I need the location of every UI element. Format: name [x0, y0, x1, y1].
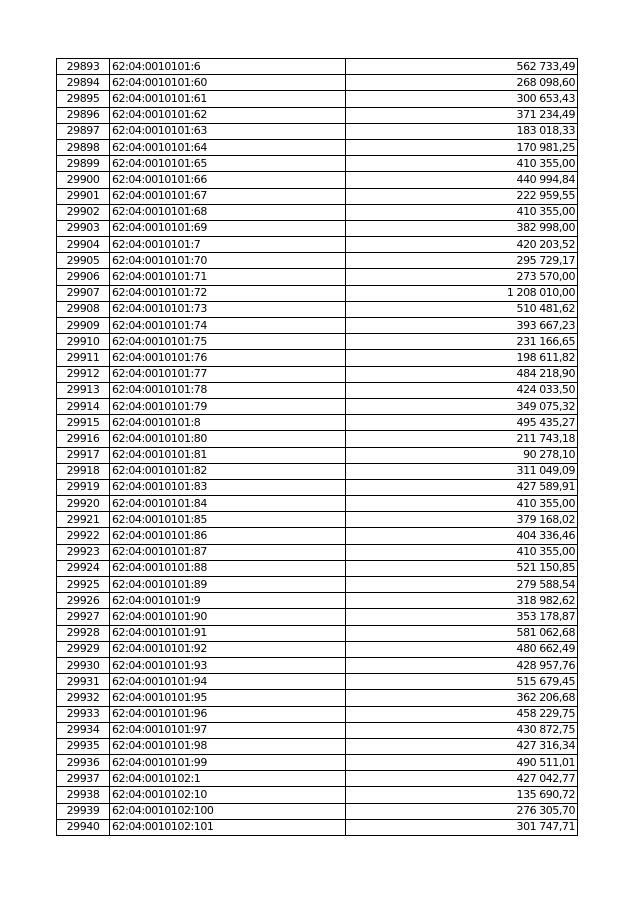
table-body	[57, 59, 578, 836]
table-row	[57, 398, 578, 414]
table-row	[57, 301, 578, 317]
row-number-cell: 29925	[57, 577, 110, 593]
cadastral-value-cell: 427 316,34	[346, 738, 578, 754]
table-row	[57, 577, 578, 593]
row-number-cell: 29917	[57, 447, 110, 463]
cadastral-number-cell: 62:04:0010101:60	[110, 75, 346, 91]
cadastral-value-cell: 424 033,50	[346, 382, 578, 398]
cadastral-number-cell: 62:04:0010101:84	[110, 496, 346, 512]
table-row	[57, 59, 578, 75]
row-number-cell: 29910	[57, 334, 110, 350]
row-number-cell: 29918	[57, 463, 110, 479]
cadastral-value-cell: 311 049,09	[346, 463, 578, 479]
cadastral-value-cell: 404 336,46	[346, 528, 578, 544]
table-row	[57, 431, 578, 447]
cadastral-number-cell: 62:04:0010101:75	[110, 334, 346, 350]
table-row	[57, 706, 578, 722]
cadastral-number-cell: 62:04:0010101:63	[110, 123, 346, 139]
cadastral-number-cell: 62:04:0010101:76	[110, 350, 346, 366]
cadastral-number-cell: 62:04:0010101:80	[110, 431, 346, 447]
table-row	[57, 285, 578, 301]
cadastral-number-cell: 62:04:0010101:90	[110, 609, 346, 625]
cadastral-number-cell: 62:04:0010101:95	[110, 690, 346, 706]
table-row	[57, 188, 578, 204]
cadastral-number-cell: 62:04:0010101:91	[110, 625, 346, 641]
cadastral-value-cell: 510 481,62	[346, 301, 578, 317]
row-number-cell: 29901	[57, 188, 110, 204]
table-row	[57, 156, 578, 172]
row-number-cell: 29935	[57, 738, 110, 754]
table-row	[57, 75, 578, 91]
row-number-cell: 29911	[57, 350, 110, 366]
cadastral-number-cell: 62:04:0010101:68	[110, 204, 346, 220]
cadastral-value-cell: 379 168,02	[346, 512, 578, 528]
table-row	[57, 350, 578, 366]
cadastral-number-cell: 62:04:0010101:8	[110, 415, 346, 431]
cadastral-number-cell: 62:04:0010102:1	[110, 771, 346, 787]
table-row	[57, 463, 578, 479]
cadastral-value-cell: 300 653,43	[346, 91, 578, 107]
cadastral-number-cell: 62:04:0010101:7	[110, 237, 346, 253]
row-number-cell: 29915	[57, 415, 110, 431]
table-row	[57, 91, 578, 107]
row-number-cell: 29899	[57, 156, 110, 172]
cadastral-number-cell: 62:04:0010101:71	[110, 269, 346, 285]
cadastral-number-cell: 62:04:0010101:87	[110, 544, 346, 560]
cadastral-value-cell: 198 611,82	[346, 350, 578, 366]
cadastral-number-cell: 62:04:0010101:6	[110, 59, 346, 75]
cadastral-value-cell: 1 208 010,00	[346, 285, 578, 301]
cadastral-number-cell: 62:04:0010101:79	[110, 398, 346, 414]
table-row	[57, 496, 578, 512]
table-row	[57, 771, 578, 787]
cadastral-value-cell: 393 667,23	[346, 318, 578, 334]
row-number-cell: 29921	[57, 512, 110, 528]
cadastral-value-cell: 458 229,75	[346, 706, 578, 722]
row-number-cell: 29932	[57, 690, 110, 706]
cadastral-number-cell: 62:04:0010101:64	[110, 139, 346, 155]
cadastral-number-cell: 62:04:0010102:100	[110, 803, 346, 819]
cadastral-number-cell: 62:04:0010101:72	[110, 285, 346, 301]
cadastral-number-cell: 62:04:0010101:70	[110, 253, 346, 269]
table-row	[57, 674, 578, 690]
cadastral-value-cell: 495 435,27	[346, 415, 578, 431]
cadastral-value-cell: 382 998,00	[346, 220, 578, 236]
row-number-cell: 29933	[57, 706, 110, 722]
row-number-cell: 29916	[57, 431, 110, 447]
cadastral-number-cell: 62:04:0010101:69	[110, 220, 346, 236]
table-row	[57, 787, 578, 803]
cadastral-number-cell: 62:04:0010101:85	[110, 512, 346, 528]
cadastral-number-cell: 62:04:0010101:78	[110, 382, 346, 398]
cadastral-number-cell: 62:04:0010101:89	[110, 577, 346, 593]
cadastral-value-cell: 521 150,85	[346, 560, 578, 576]
row-number-cell: 29907	[57, 285, 110, 301]
cadastral-number-cell: 62:04:0010101:65	[110, 156, 346, 172]
cadastral-number-cell: 62:04:0010101:82	[110, 463, 346, 479]
cadastral-value-cell: 90 278,10	[346, 447, 578, 463]
row-number-cell: 29930	[57, 657, 110, 673]
cadastral-number-cell: 62:04:0010101:88	[110, 560, 346, 576]
row-number-cell: 29897	[57, 123, 110, 139]
cadastral-value-cell: 428 957,76	[346, 657, 578, 673]
row-number-cell: 29913	[57, 382, 110, 398]
cadastral-value-cell: 135 690,72	[346, 787, 578, 803]
row-number-cell: 29905	[57, 253, 110, 269]
row-number-cell: 29927	[57, 609, 110, 625]
table-row	[57, 107, 578, 123]
cadastral-number-cell: 62:04:0010101:83	[110, 479, 346, 495]
table-row	[57, 512, 578, 528]
table-row	[57, 722, 578, 738]
cadastral-number-cell: 62:04:0010101:61	[110, 91, 346, 107]
table-row	[57, 528, 578, 544]
cadastral-value-cell: 279 588,54	[346, 577, 578, 593]
table-row	[57, 123, 578, 139]
row-number-cell: 29931	[57, 674, 110, 690]
cadastral-value-table	[56, 58, 578, 836]
row-number-cell: 29896	[57, 107, 110, 123]
cadastral-value-cell: 183 018,33	[346, 123, 578, 139]
cadastral-value-cell: 276 305,70	[346, 803, 578, 819]
table-row	[57, 641, 578, 657]
row-number-cell: 29906	[57, 269, 110, 285]
cadastral-value-cell: 318 982,62	[346, 593, 578, 609]
cadastral-value-cell: 427 042,77	[346, 771, 578, 787]
table-row	[57, 237, 578, 253]
table-row	[57, 139, 578, 155]
table-row	[57, 755, 578, 771]
cadastral-value-cell: 273 570,00	[346, 269, 578, 285]
cadastral-value-cell: 353 178,87	[346, 609, 578, 625]
row-number-cell: 29914	[57, 398, 110, 414]
cadastral-value-cell: 410 355,00	[346, 544, 578, 560]
cadastral-value-cell: 410 355,00	[346, 156, 578, 172]
cadastral-value-cell: 222 959,55	[346, 188, 578, 204]
cadastral-number-cell: 62:04:0010101:9	[110, 593, 346, 609]
cadastral-number-cell: 62:04:0010101:99	[110, 755, 346, 771]
table-row	[57, 204, 578, 220]
row-number-cell: 29919	[57, 479, 110, 495]
row-number-cell: 29894	[57, 75, 110, 91]
row-number-cell: 29938	[57, 787, 110, 803]
cadastral-number-cell: 62:04:0010101:86	[110, 528, 346, 544]
cadastral-value-cell: 410 355,00	[346, 204, 578, 220]
cadastral-value-cell: 515 679,45	[346, 674, 578, 690]
table-row	[57, 819, 578, 835]
table-row	[57, 447, 578, 463]
table-row	[57, 657, 578, 673]
cadastral-value-cell: 427 589,91	[346, 479, 578, 495]
cadastral-value-cell: 268 098,60	[346, 75, 578, 91]
table-row	[57, 334, 578, 350]
cadastral-number-cell: 62:04:0010101:74	[110, 318, 346, 334]
cadastral-number-cell: 62:04:0010101:62	[110, 107, 346, 123]
cadastral-number-cell: 62:04:0010101:66	[110, 172, 346, 188]
row-number-cell: 29939	[57, 803, 110, 819]
cadastral-number-cell: 62:04:0010101:77	[110, 366, 346, 382]
cadastral-value-cell: 410 355,00	[346, 496, 578, 512]
cadastral-number-cell: 62:04:0010101:94	[110, 674, 346, 690]
cadastral-value-cell: 581 062,68	[346, 625, 578, 641]
row-number-cell: 29923	[57, 544, 110, 560]
cadastral-number-cell: 62:04:0010101:98	[110, 738, 346, 754]
cadastral-value-cell: 430 872,75	[346, 722, 578, 738]
table-row	[57, 690, 578, 706]
cadastral-number-cell: 62:04:0010101:96	[110, 706, 346, 722]
cadastral-number-cell: 62:04:0010101:81	[110, 447, 346, 463]
cadastral-value-cell: 231 166,65	[346, 334, 578, 350]
table-row	[57, 318, 578, 334]
row-number-cell: 29903	[57, 220, 110, 236]
row-number-cell: 29920	[57, 496, 110, 512]
row-number-cell: 29898	[57, 139, 110, 155]
table-row	[57, 220, 578, 236]
cadastral-value-cell: 420 203,52	[346, 237, 578, 253]
cadastral-value-cell: 562 733,49	[346, 59, 578, 75]
row-number-cell: 29912	[57, 366, 110, 382]
cadastral-number-cell: 62:04:0010102:10	[110, 787, 346, 803]
cadastral-value-cell: 371 234,49	[346, 107, 578, 123]
cadastral-value-cell: 490 511,01	[346, 755, 578, 771]
table-row	[57, 544, 578, 560]
table-row	[57, 560, 578, 576]
table-row	[57, 415, 578, 431]
table-row	[57, 593, 578, 609]
table-row	[57, 172, 578, 188]
row-number-cell: 29926	[57, 593, 110, 609]
row-number-cell: 29934	[57, 722, 110, 738]
row-number-cell: 29936	[57, 755, 110, 771]
row-number-cell: 29940	[57, 819, 110, 835]
cadastral-value-cell: 480 662,49	[346, 641, 578, 657]
cadastral-value-cell: 440 994,84	[346, 172, 578, 188]
cadastral-value-cell: 301 747,71	[346, 819, 578, 835]
row-number-cell: 29937	[57, 771, 110, 787]
cadastral-number-cell: 62:04:0010101:97	[110, 722, 346, 738]
table-row	[57, 366, 578, 382]
row-number-cell: 29909	[57, 318, 110, 334]
cadastral-value-cell: 211 743,18	[346, 431, 578, 447]
row-number-cell: 29895	[57, 91, 110, 107]
row-number-cell: 29924	[57, 560, 110, 576]
cadastral-number-cell: 62:04:0010101:67	[110, 188, 346, 204]
cadastral-value-cell: 349 075,32	[346, 398, 578, 414]
row-number-cell: 29928	[57, 625, 110, 641]
row-number-cell: 29908	[57, 301, 110, 317]
table-row	[57, 479, 578, 495]
cadastral-number-cell: 62:04:0010101:93	[110, 657, 346, 673]
row-number-cell: 29893	[57, 59, 110, 75]
cadastral-value-cell: 295 729,17	[346, 253, 578, 269]
row-number-cell: 29929	[57, 641, 110, 657]
table-row	[57, 269, 578, 285]
cadastral-value-cell: 170 981,25	[346, 139, 578, 155]
cadastral-value-cell: 484 218,90	[346, 366, 578, 382]
cadastral-number-cell: 62:04:0010101:92	[110, 641, 346, 657]
cadastral-number-cell: 62:04:0010101:73	[110, 301, 346, 317]
cadastral-number-cell: 62:04:0010102:101	[110, 819, 346, 835]
table-row	[57, 609, 578, 625]
row-number-cell: 29904	[57, 237, 110, 253]
table-row	[57, 738, 578, 754]
table-row	[57, 382, 578, 398]
table-row	[57, 625, 578, 641]
row-number-cell: 29922	[57, 528, 110, 544]
row-number-cell: 29902	[57, 204, 110, 220]
row-number-cell: 29900	[57, 172, 110, 188]
cadastral-value-cell: 362 206,68	[346, 690, 578, 706]
table-row	[57, 253, 578, 269]
table-row	[57, 803, 578, 819]
